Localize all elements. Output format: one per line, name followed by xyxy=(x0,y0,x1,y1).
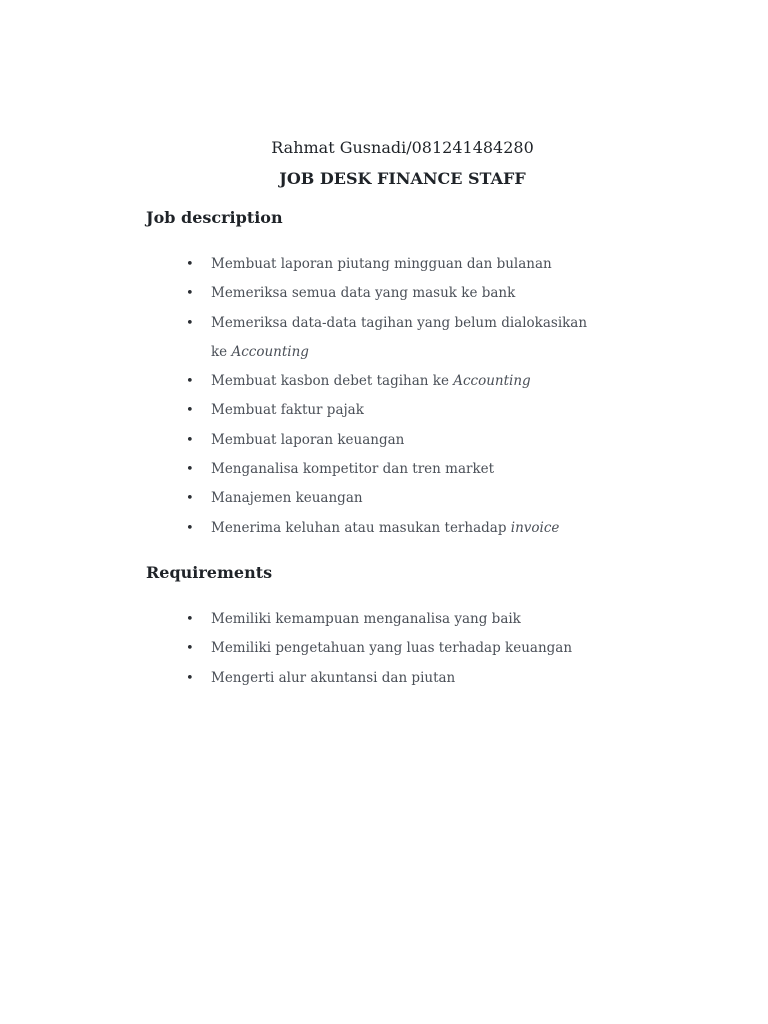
requirements-list xyxy=(0,605,591,693)
list-item xyxy=(0,634,591,663)
list-item xyxy=(0,396,591,425)
bullet-icon: • xyxy=(186,520,194,536)
list-item-text: Memiliki kemampuan menganalisa yang baik xyxy=(211,611,521,627)
bullet-icon: • xyxy=(186,612,194,627)
list-item xyxy=(0,664,591,693)
list-item xyxy=(0,514,591,543)
list-item-text: Membuat kasbon debet tagihan ke xyxy=(211,373,454,390)
list-item xyxy=(0,605,591,634)
list-item-text: Menerima keluhan atau masukan terhadap xyxy=(211,519,511,536)
list-item-text: Memeriksa semua data yang masuk ke bank xyxy=(211,285,516,302)
list-item xyxy=(0,250,591,279)
name-phone-line: Rahmat Gusnadi/081241484280 xyxy=(271,138,534,157)
list-item xyxy=(0,455,591,484)
job-description-heading: Job description xyxy=(146,208,283,227)
list-item-text: Mengerti alur akuntansi dan piutan xyxy=(211,669,456,686)
list-item-italic-text: Accounting xyxy=(453,373,531,390)
bullet-icon: • xyxy=(186,432,194,448)
requirements-heading: Requirements xyxy=(146,563,273,582)
list-item-text: Menganalisa kompetitor dan tren market xyxy=(211,461,495,478)
bullet-icon: • xyxy=(186,670,194,686)
bullet-icon: • xyxy=(186,491,194,507)
bullet-icon: • xyxy=(186,641,194,657)
list-item xyxy=(0,309,591,368)
list-item xyxy=(0,367,591,396)
list-item-text: Manajemen keuangan xyxy=(211,490,363,507)
job-description-list xyxy=(0,250,591,543)
list-item-text: Memeriksa data-data tagihan yang belum dialokasikan ke xyxy=(211,314,588,360)
bullet-icon: • xyxy=(186,403,194,419)
bullet-icon: • xyxy=(186,257,194,272)
bullet-icon: • xyxy=(186,462,194,478)
list-item-text: Membuat laporan piutang mingguan dan bulanan xyxy=(211,256,552,272)
list-item-italic-text: Accounting xyxy=(231,343,309,360)
bullet-icon: • xyxy=(186,374,194,390)
list-item-text: Memiliki pengetahuan yang luas terhadap keuangan xyxy=(211,640,573,657)
bullet-icon: • xyxy=(186,286,194,302)
list-item xyxy=(0,484,591,513)
list-item-text: Membuat laporan keuangan xyxy=(211,431,405,448)
bullet-icon: • xyxy=(186,315,194,331)
list-item-italic-text: invoice xyxy=(510,519,560,536)
list-item xyxy=(0,426,591,455)
list-item xyxy=(0,279,591,308)
list-item-text: Membuat faktur pajak xyxy=(211,402,364,419)
document-title: JOB DESK FINANCE STAFF xyxy=(279,169,526,188)
